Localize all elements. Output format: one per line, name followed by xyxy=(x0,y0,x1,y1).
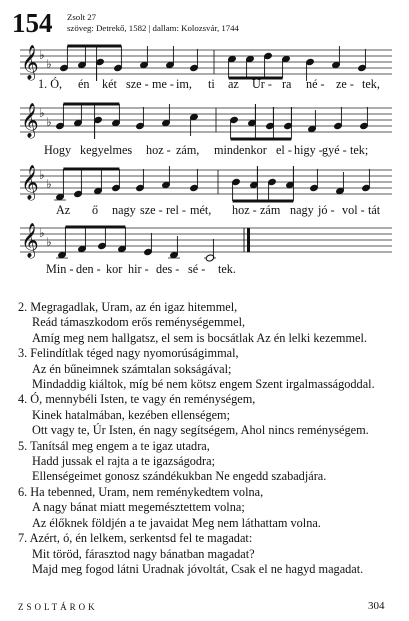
hymn-meta xyxy=(67,12,387,34)
lyric-syllable: Az xyxy=(56,203,71,217)
verse-line: Ott vagy te, Úr Isten, én nagy segítségem, Ahol nincs reménységem. xyxy=(32,423,369,438)
lyric-syllable: vol - xyxy=(342,203,365,217)
lyric-syllable: el - xyxy=(276,143,292,157)
lyric-syllable: gyé - xyxy=(322,143,347,157)
lyric-syllable: zám xyxy=(260,203,281,217)
lyric-syllable: Úr - xyxy=(252,77,272,91)
verse-line: 4. Ó, mennybéli Isten, te vagy én reménységem, xyxy=(18,392,256,407)
lyric-syllable: hir - xyxy=(128,262,149,276)
hymn-credits: szöveg: Detrekő, 1582 | dallam: Kolozsvár, 1744 xyxy=(67,23,239,33)
verse-line: Amíg meg nem hallgatsz, el sem is bocsátlak Az én lelki kezemmel. xyxy=(32,330,367,345)
verse-line: 7. Azért, ó, én lelkem, serkentsd fel te magadat: xyxy=(18,531,253,546)
flat-icon: ♭ xyxy=(46,177,52,191)
treble-clef-icon: 𝄞 xyxy=(21,223,39,258)
staff-4 xyxy=(20,224,392,256)
verse-line: 3. Felindítlak téged nagy nyomorúságimmal, xyxy=(18,346,239,361)
lyric-syllable: tek; xyxy=(350,143,369,157)
verses xyxy=(18,300,398,577)
verse-line: 2. Megragadlak, Uram, az én igaz hitemmel, xyxy=(18,300,238,314)
lyric-syllable: me - xyxy=(152,77,174,91)
verse-line: Kinek hatalmában, kezében ellenségem; xyxy=(32,407,231,422)
verse-line: Az élőknek földjén a te javaidat Meg nem láthattam volna. xyxy=(32,515,321,530)
lyric-syllable: tek. xyxy=(218,262,236,276)
hymn-number: 154 xyxy=(12,8,53,38)
lyric-row-4 xyxy=(20,262,392,276)
staff-3 xyxy=(20,166,392,198)
psalm-reference: Zsolt 27 xyxy=(67,12,97,22)
lyric-syllable: 1. Ó, xyxy=(38,77,63,91)
lyric-syllable: Hogy xyxy=(44,143,72,157)
verse-4 xyxy=(18,392,398,438)
lyric-syllable: mindenkor xyxy=(214,143,267,157)
verse-5 xyxy=(18,439,398,485)
lyric-syllable: két xyxy=(102,77,117,91)
lyric-row-3 xyxy=(20,203,392,217)
verse-line: Mindaddig kiáltok, míg bé nem kötsz engem Szent irgalmasságoddal. xyxy=(32,377,375,392)
flat-icon: ♭ xyxy=(46,57,52,71)
lyric-syllable: tát xyxy=(368,203,381,217)
flat-icon: ♭ xyxy=(39,106,45,120)
verse-line: Az én bűneimnek számtalan sokságával; xyxy=(32,361,232,376)
lyric-syllable: mét, xyxy=(190,203,212,217)
lyric-syllable: hoz - xyxy=(146,143,171,157)
lyric-row-2 xyxy=(20,143,392,157)
page-number: 304 xyxy=(368,600,385,612)
section-title: ZSOLTÁROK xyxy=(18,602,98,612)
treble-clef-icon: 𝄞 xyxy=(21,103,39,138)
lyric-syllable: az xyxy=(228,77,239,91)
lyric-syllable: kegyelmes xyxy=(80,143,133,157)
verse-6 xyxy=(18,485,398,531)
verse-line: 6. Ha tebenned, Uram, nem reménykedtem volna, xyxy=(18,484,264,499)
lyric-syllable: né - xyxy=(306,77,325,91)
flat-icon: ♭ xyxy=(39,168,45,182)
lyric-syllable: nagy xyxy=(290,203,314,217)
lyric-syllable: rel - xyxy=(166,203,186,217)
lyric-syllable: ra xyxy=(282,77,292,91)
lyric-syllable: Min - xyxy=(46,262,74,276)
lyric-syllable: tek, xyxy=(362,77,380,91)
lyric-syllable: im, xyxy=(176,77,192,91)
lyric-syllable: sze - xyxy=(140,203,163,217)
lyric-syllable: jó - xyxy=(318,203,335,217)
final-bar-thick xyxy=(247,228,250,252)
verse-line: Mit töröd, fárasztod nagy bánatban magadat? xyxy=(32,546,255,561)
lyric-syllable: sé - xyxy=(188,262,206,276)
lyric-syllable: kor xyxy=(106,262,123,276)
verse-3 xyxy=(18,346,398,392)
flat-icon: ♭ xyxy=(46,235,52,249)
lyric-syllable: én xyxy=(78,77,90,91)
flat-icon: ♭ xyxy=(39,226,45,240)
lyric-syllable: sze - xyxy=(126,77,149,91)
verse-line: 5. Tanítsál meg engem a te igaz utadra, xyxy=(18,438,210,453)
flat-icon: ♭ xyxy=(39,48,45,62)
lyric-syllable: nagy xyxy=(112,203,136,217)
lyric-syllable: den - xyxy=(76,262,101,276)
verse-2 xyxy=(18,300,398,346)
lyric-syllable: higy - xyxy=(294,143,323,157)
flat-icon: ♭ xyxy=(46,115,52,129)
lyric-syllable: ő xyxy=(92,203,99,217)
verse-7 xyxy=(18,531,398,577)
verse-line: Majd meg fogod látni Uradnak jóvoltát, Csak el ne hagyd magadat. xyxy=(32,561,364,576)
lyric-syllable: zám, xyxy=(176,143,200,157)
staff-1 xyxy=(20,46,392,78)
verse-line: Ellenségeimet gonosz szándékukban Ne engedd szabadjára. xyxy=(32,469,327,484)
treble-clef-icon: 𝄞 xyxy=(21,165,39,200)
music-system-3 xyxy=(20,165,392,217)
lyric-syllable: des - xyxy=(156,262,180,276)
music-system-1 xyxy=(20,46,392,94)
music-system-4 xyxy=(20,223,392,276)
treble-clef-icon: 𝄞 xyxy=(21,45,39,80)
lyric-syllable: ze - xyxy=(336,77,354,91)
staff-2 xyxy=(20,104,392,136)
lyric-row-1 xyxy=(20,77,392,91)
lyric-syllable: ti xyxy=(208,77,215,91)
verse-line: A nagy bánat miatt megemésztettem volna; xyxy=(32,500,245,515)
music-system-2 xyxy=(20,103,392,157)
lyric-syllable: hoz - xyxy=(232,203,257,217)
verse-line: Reád támaszkodom erős reménységemmel, xyxy=(32,315,246,330)
verse-line: Hadd jussak el rajta a te igazságodra; xyxy=(32,454,216,469)
